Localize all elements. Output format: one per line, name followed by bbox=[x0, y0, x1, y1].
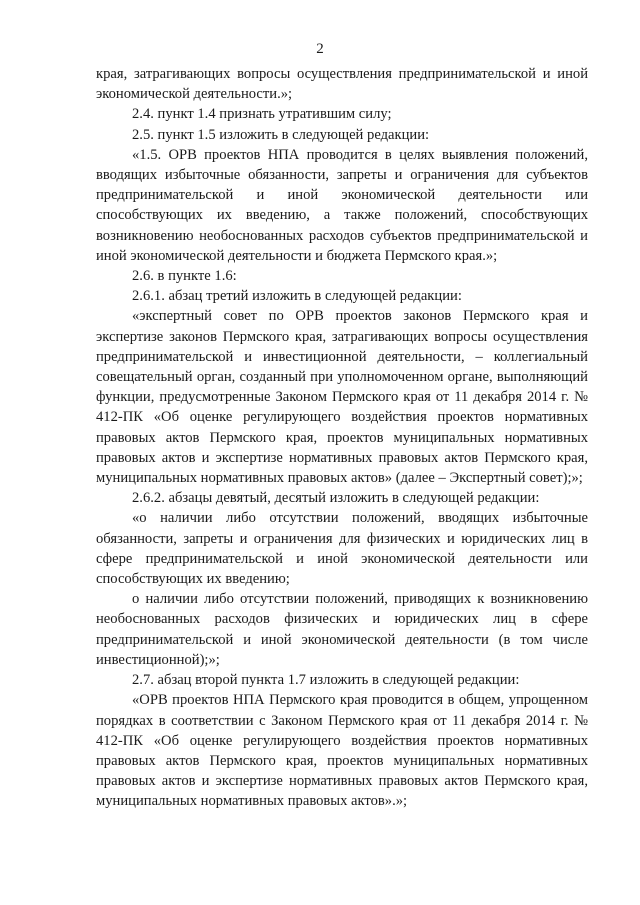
paragraph-2-6: 2.6. в пункте 1.6: bbox=[132, 268, 237, 285]
paragraph-excess-obligations: «о наличии либо отсутствии положений, вводящих избыточные обязанности, запреты и ограничения для физических и юридических лиц в сфере предпринимательской и иной экономической деятельности или способствующих их введению; bbox=[96, 510, 588, 588]
paragraph-2-7: 2.7. абзац второй пункта 1.7 изложить в следующей редакции: bbox=[132, 672, 520, 689]
paragraph-2-6-1: 2.6.1. абзац третий изложить в следующей редакции: bbox=[132, 288, 462, 305]
paragraph-unjustified-expenses: о наличии либо отсутствии положений, приводящих к возникновению необоснованных расходов физических и юридических лиц в сфере предпринимательской и иной экономической деятельности (в том числе инвестиционной);»; bbox=[96, 591, 588, 668]
paragraph-2-6-2: 2.6.2. абзацы девятый, десятый изложить в следующей редакции: bbox=[132, 490, 540, 507]
paragraph-1-5-text: «1.5. ОРВ проектов НПА проводится в целях выявления положений, вводящих избыточные обязанности, запреты и ограничения для субъектов предпринимательской и иной экономической деятельности или способствующих их введению, а также положений, способствующих возникновению необоснованных расходов субъектов предпринимательской и иной экономической деятельности и бюджета Пермского края.»; bbox=[96, 146, 588, 264]
paragraph-2-5: 2.5. пункт 1.5 изложить в следующей редакции: bbox=[132, 126, 430, 143]
page-number: 2 bbox=[316, 41, 324, 57]
document-body bbox=[96, 64, 588, 812]
paragraph-2-4: 2.4. пункт 1.4 признать утратившим силу; bbox=[132, 106, 392, 123]
paragraph-orv-procedure: «ОРВ проектов НПА Пермского края проводится в общем, упрощенном порядках в соответствии с Законом Пермского края от 11 декабря 2014 г. № 412-ПК «Об оценке регулирующего воздействия проектов нормативных правовых актов Пермского края, проектов муниципальных нормативных правовых актов и экспертизе нормативных правовых актов Пермского края, муниципальных нормативных правовых актов».»; bbox=[96, 692, 588, 810]
paragraph-expert-council: «экспертный совет по ОРВ проектов законов Пермского края и экспертизе законов Пермского края, затрагивающих вопросы осуществления предпринимательской и инвестиционной деятельности, – коллегиальный совещательный орган, созданный при уполномоченном органе, выполняющий функции, предусмотренные Законом Пермского края от 11 декабря 2014 г. № 412-ПК «Об оценке регулирующего воздействия проектов нормативных правовых актов Пермского края, проектов муниципальных нормативных правовых актов и экспертизе нормативных правовых актов Пермского края, муниципальных нормативных правовых актов» (далее – Экспертный совет);»; bbox=[96, 308, 588, 487]
paragraph-continuation: края, затрагивающих вопросы осуществления предпринимательской и иной экономической деятельности.»; bbox=[96, 66, 588, 103]
